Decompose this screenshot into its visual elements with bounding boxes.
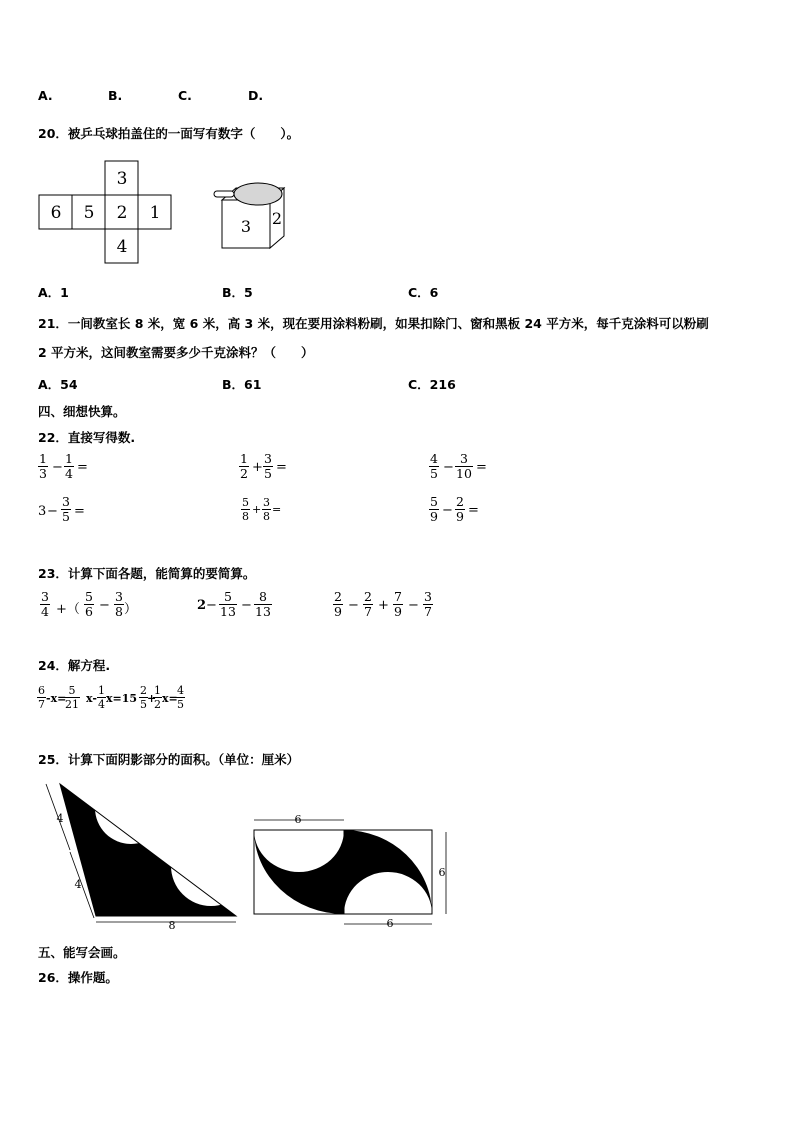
question-25: 25．计算下面阴影部分的面积。（单位：厘米） bbox=[38, 752, 300, 767]
triangle-base-label: 8 bbox=[168, 919, 176, 932]
operator: − bbox=[442, 503, 453, 518]
operator: − bbox=[443, 460, 454, 475]
fraction: 1 2 bbox=[154, 684, 161, 711]
net-face-2: 5 bbox=[83, 203, 95, 223]
operator: − bbox=[241, 598, 252, 613]
net-face-4: 1 bbox=[149, 203, 161, 223]
net-face-3: 2 bbox=[116, 203, 128, 223]
fraction: 3 10 bbox=[456, 451, 472, 481]
equals-sign: = bbox=[77, 460, 88, 475]
question-23: 23．计算下面各题，能简算的要简算。 bbox=[38, 566, 256, 581]
fraction: 1 3 bbox=[39, 451, 47, 481]
net-face-bottom: 4 bbox=[116, 237, 128, 257]
equals-sign: = bbox=[272, 503, 282, 516]
equals-sign: = bbox=[74, 504, 85, 519]
operator: − bbox=[206, 598, 217, 613]
q20-option-b: B．5 bbox=[222, 285, 253, 300]
cube-net-figure bbox=[36, 160, 176, 265]
operator: − bbox=[52, 460, 63, 475]
q21-option-b: B．61 bbox=[222, 377, 262, 392]
shaded-triangle-figure bbox=[36, 776, 246, 936]
fraction: 5 9 bbox=[430, 494, 438, 524]
fraction: 3 5 bbox=[264, 451, 272, 481]
question-21-line2: 2 平方米，这间教室需要多少千克涂料？（ ） bbox=[38, 345, 314, 360]
section-4-heading: 四、细想快算。 bbox=[38, 404, 126, 419]
fraction: 5 8 bbox=[242, 496, 249, 523]
fraction: 3 8 bbox=[263, 496, 270, 523]
equals-sign: = bbox=[468, 503, 479, 518]
fraction: 8 13 bbox=[255, 589, 271, 619]
fraction: 6 7 bbox=[38, 684, 45, 711]
question-24: 24．解方程. bbox=[38, 658, 111, 673]
section-5-heading: 五、能写会画。 bbox=[38, 945, 126, 960]
fraction: 7 9 bbox=[394, 589, 402, 619]
operator: − bbox=[408, 598, 419, 613]
question-22: 22．直接写得数. bbox=[38, 430, 136, 445]
cube-front-face: 3 bbox=[240, 217, 252, 236]
question-26: 26．操作题。 bbox=[38, 970, 118, 985]
fraction: 5 13 bbox=[220, 589, 236, 619]
operator: ） bbox=[124, 602, 138, 617]
question-20: 20．被乒乓球拍盖住的一面写有数字（ ）。 bbox=[38, 126, 300, 141]
option-c: C. bbox=[178, 88, 192, 103]
fraction: 4 5 bbox=[430, 451, 438, 481]
fraction: 3 4 bbox=[41, 589, 49, 619]
fraction: 3 8 bbox=[115, 589, 123, 619]
question-21-line1: 21．一间教室长 8 米，宽 6 米，高 3 米，现在要用涂料粉刷，如果扣除门、窗和黑板 24 平方米，每千克涂料可以粉刷 bbox=[38, 316, 709, 331]
fraction: 5 21 bbox=[65, 684, 79, 711]
fraction: 2 7 bbox=[364, 589, 372, 619]
equation-text: x=15 bbox=[106, 692, 138, 705]
net-face-1: 6 bbox=[50, 203, 62, 223]
operator: − bbox=[348, 598, 359, 613]
equals-sign: = bbox=[476, 460, 487, 475]
shaded-rectangle-figure bbox=[250, 806, 460, 932]
fraction: 2 9 bbox=[456, 494, 464, 524]
equation-text: + bbox=[147, 692, 157, 705]
operator: + bbox=[252, 460, 263, 475]
option-a: A. bbox=[38, 88, 53, 103]
q21-option-c: C．216 bbox=[408, 377, 456, 392]
option-b: B. bbox=[108, 88, 123, 103]
triangle-side-label-1: 4 bbox=[56, 812, 64, 825]
equals-sign: = bbox=[276, 460, 287, 475]
operator: + bbox=[252, 503, 262, 516]
fraction: 3 7 bbox=[424, 589, 432, 619]
rect-top-label: 6 bbox=[294, 813, 302, 826]
option-d: D. bbox=[248, 88, 264, 103]
operator: − bbox=[47, 504, 58, 519]
whole-number: 2 bbox=[197, 598, 207, 613]
q21-option-a: A．54 bbox=[38, 377, 78, 392]
operator: +（ bbox=[56, 602, 80, 617]
triangle-side-label-2: 4 bbox=[74, 878, 82, 891]
q20-option-a: A．1 bbox=[38, 285, 69, 300]
fraction: 4 5 bbox=[177, 684, 184, 711]
fraction: 2 9 bbox=[334, 589, 342, 619]
operator: + bbox=[378, 598, 389, 613]
whole-number: 3 bbox=[38, 504, 47, 519]
fraction: 1 2 bbox=[240, 451, 248, 481]
fraction: 5 6 bbox=[85, 589, 93, 619]
net-face-top: 3 bbox=[116, 169, 128, 189]
fraction: 1 4 bbox=[65, 451, 73, 481]
rect-bottom-label: 6 bbox=[386, 917, 394, 930]
cube-side-face: 2 bbox=[271, 209, 283, 228]
operator: − bbox=[99, 598, 110, 613]
fraction: 2 5 bbox=[140, 684, 147, 711]
equation-text: x- bbox=[86, 692, 97, 705]
cube-with-paddle-figure bbox=[210, 178, 290, 250]
equation-text: -x= bbox=[46, 692, 67, 705]
equation-text: x= bbox=[162, 692, 178, 705]
q20-option-c: C．6 bbox=[408, 285, 439, 300]
fraction: 1 4 bbox=[98, 684, 105, 711]
rect-height-label: 6 bbox=[438, 866, 446, 879]
fraction: 3 5 bbox=[62, 494, 70, 524]
